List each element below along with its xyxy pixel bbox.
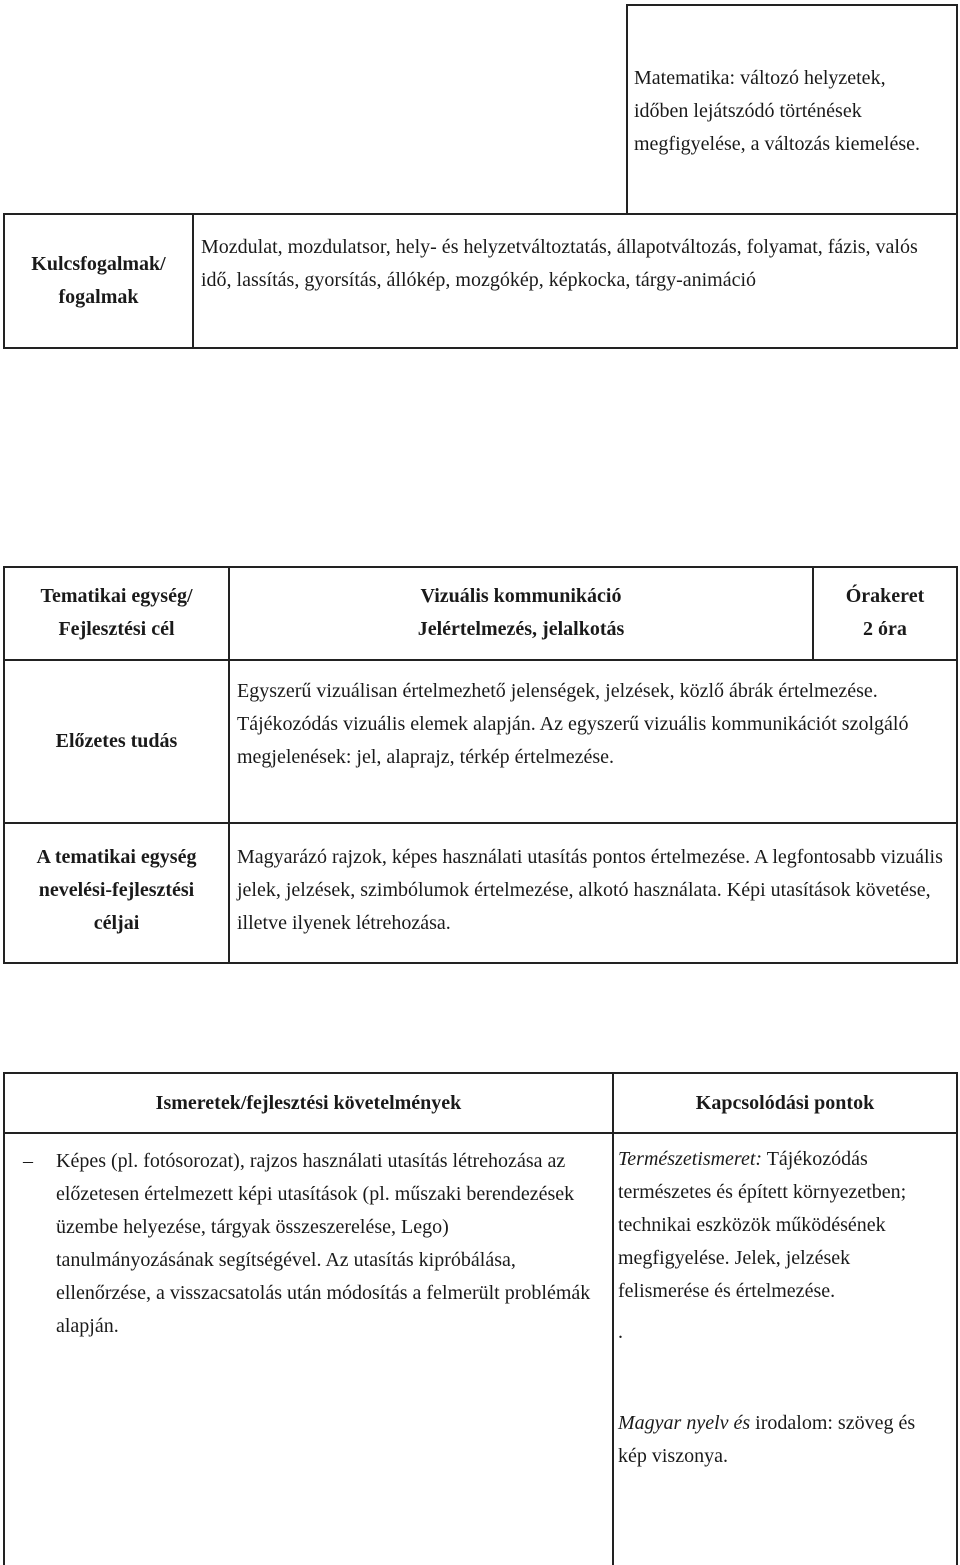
connection-literature-subject: Magyar nyelv és (618, 1412, 751, 1434)
connections-header-cell (612, 1072, 958, 1134)
connection-literature (618, 1407, 942, 1473)
unit-label-1: Tematikai egység/ (40, 585, 193, 607)
unit-title-cell (228, 566, 814, 661)
goals-text-cell (228, 822, 958, 964)
connections-body-cell (612, 1132, 958, 1565)
connection-literature-text: irodalom: szöveg és kép viszonya. (618, 1412, 916, 1467)
hours-value: 2 óra (863, 618, 907, 640)
key-concepts-text: Mozdulat, mozdulatsor, hely- és helyzetváltoztatás, állapotváltozás, folyamat, fázis, valós idő, lassítás, gyorsítás, állókép, mozgókép, képkocka, tárgy-animáció (201, 236, 918, 291)
prior-knowledge-text-cell (228, 659, 958, 824)
hours-label: Órakeret (845, 585, 925, 607)
connection-dot: . (618, 1321, 623, 1343)
requirements-header: Ismeretek/fejlesztési követelmények (155, 1091, 462, 1114)
requirements-body-cell (3, 1132, 614, 1565)
key-concepts-label-1: Kulcsfogalmak/ (31, 253, 166, 275)
unit-title-1: Vizuális kommunikáció (420, 585, 622, 607)
goals-label-2: nevelési-fejlesztési (38, 879, 195, 901)
hours-cell (812, 566, 958, 661)
math-note-text: Matematika: változó helyzetek, időben lejátszódó történések megfigyelése, a változás kiemelése. (634, 67, 920, 155)
prior-knowledge-label-cell (3, 659, 230, 824)
key-concepts-label-2: fogalmak (58, 286, 139, 308)
prior-knowledge-text: Egyszerű vizuálisan értelmezhető jelenségek, jelzések, közlő ábrák értelmezése. Tájékozódás vizuális elemek alapján. Az egyszerű vizuális kommunikációt szolgáló megjelenések: jel, alaprajz, térkép értelmezése. (237, 680, 909, 768)
key-concepts-label-cell (3, 213, 194, 349)
goals-label-1: A tematikai egység (36, 846, 197, 868)
connection-science-subject: Természetismeret: (618, 1148, 763, 1170)
goals-label-3: céljai (93, 912, 140, 934)
goals-text: Magyarázó rajzok, képes használati utasítás pontos értelmezése. A legfontosabb vizuális jelek, jelzések, szimbólumok értelmezése, alkotó használata. Képi utasítások követése, illetve ilyenek létrehozása. (237, 846, 943, 934)
unit-label-2: Fejlesztési cél (58, 618, 175, 640)
requirements-text: Képes (pl. fotósorozat), rajzos használati utasítás létrehozása az előzetesen értelmezett képi utasítások (pl. műszaki berendezések üzembe helyezése, tárgyak összeszerelése, Lego) tanulmányozásának segítségével. Az utasítás kipróbálása, ellenőrzése, a visszacsatolás után módosítás a felmerült problémák alapján. (56, 1150, 591, 1337)
connection-science (618, 1143, 942, 1308)
key-concepts-text-cell (192, 213, 958, 349)
connection-science-text: Tájékozódás természetes és épített környezetben; technikai eszközök működésének megfigyelése. Jelek, jelzések felismerése és értelmezése. (618, 1148, 907, 1302)
prior-knowledge-label: Előzetes tudás (55, 730, 178, 752)
requirements-bullet: – (23, 1150, 33, 1172)
connections-header: Kapcsolódási pontok (695, 1091, 875, 1114)
math-note-cell (626, 4, 958, 215)
unit-label-cell (3, 566, 230, 661)
goals-label-cell (3, 822, 230, 964)
unit-title-2: Jelértelmezés, jelalkotás (417, 618, 625, 640)
requirements-header-cell (3, 1072, 614, 1134)
